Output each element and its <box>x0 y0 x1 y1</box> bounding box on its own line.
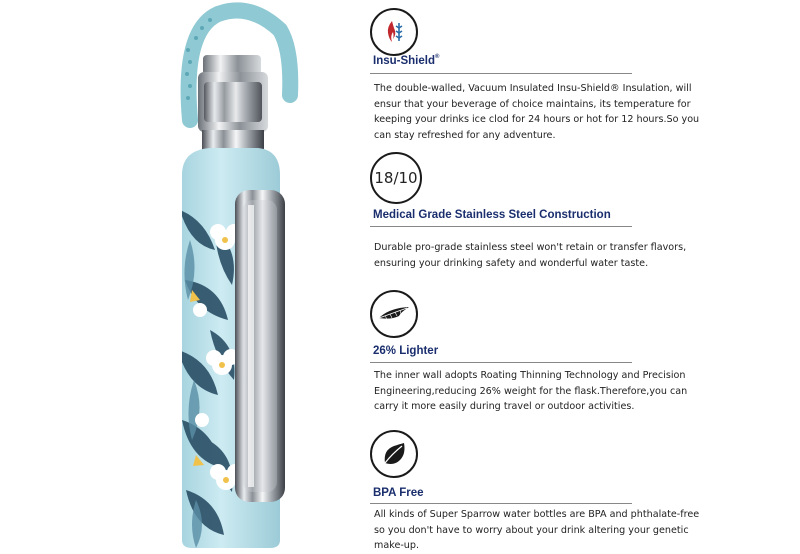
bpa-free-description: All kinds of Super Sparrow water bottles are BPA and phthalate-free so you don't have to worry about your drink altering your genetic make-up. <box>374 509 700 551</box>
lighter-title: 26% Lighter <box>373 345 439 357</box>
stainless-steel-title: Medical Grade Stainless Steel Construction <box>373 209 611 221</box>
stainless-steel-description: Durable pro-grade stainless steel won't retain or transfer flavors, ensuring your drinking safety and wonderful water taste. <box>374 242 687 269</box>
feather-icon <box>370 290 418 338</box>
lighter-description: The inner wall adopts Roating Thinning Technology and Precision Engineering,reducing 26% weight for the flask.Therefore,you can carry it more easily during travel or outdoor activities. <box>374 370 688 412</box>
insu-shield-description: The double-walled, Vacuum Insulated Insu-Shield® Insulation, will ensur that your beverage of choice maintains, its temperature for keeping your drinks ice clod for 24 hours or hot for 12 hours.So you can stay refreshed for any adventure. <box>374 83 700 141</box>
hot-cold-icon <box>370 8 418 56</box>
divider <box>370 73 632 74</box>
divider <box>370 503 632 504</box>
divider <box>370 362 632 363</box>
bpa-free-title: BPA Free <box>373 487 424 499</box>
steel-ratio-label: 18/10 <box>374 169 418 187</box>
leaf-icon <box>370 430 418 478</box>
insu-shield-title: Insu-Shield® <box>373 54 440 67</box>
water-bottle-image <box>130 0 310 550</box>
divider <box>370 226 632 227</box>
steel-ratio-icon <box>370 152 422 204</box>
